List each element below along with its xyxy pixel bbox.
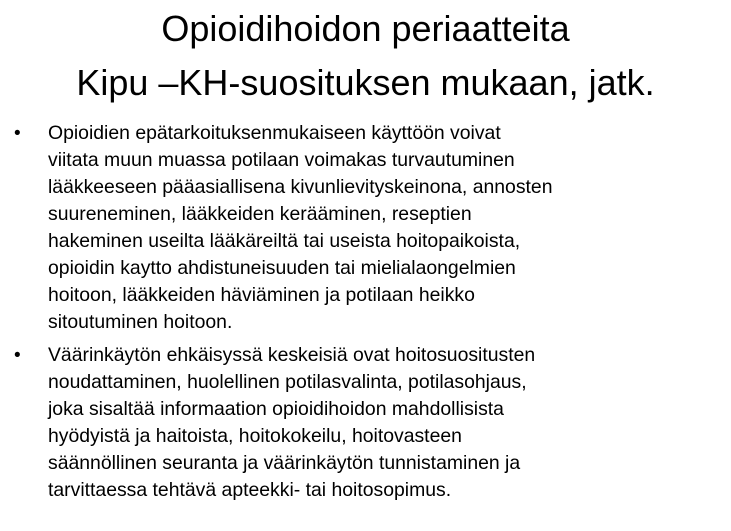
bullet-marker-icon: • xyxy=(14,345,21,366)
bullet-1-line-2: viitata muun muassa potilaan voimakas turvautuminen xyxy=(48,149,515,171)
slide-title xyxy=(0,2,731,110)
bullet-1-line-7: hoitoon, lääkkeiden häviäminen ja potilaan heikko xyxy=(48,284,475,306)
bullet-1-line-3: lääkkeeseen pääasiallisena kivunlievityskeinona, annosten xyxy=(48,176,553,198)
bullet-1-line-5: hakeminen useilta lääkäreiltä tai useista hoitopaikoista, xyxy=(48,230,521,252)
title-line-2: Kipu –KH-suosituksen mukaan, jatk. xyxy=(76,62,655,103)
bullet-list xyxy=(0,120,731,510)
title-line-1: Opioidihoidon periaatteita xyxy=(161,8,570,49)
bullet-1-line-6: opioidin kaytto ahdistuneisuuden tai mielialaongelmien xyxy=(48,257,516,279)
bullet-1-line-4: suureneminen, lääkkeiden kerääminen, reseptien xyxy=(48,203,472,225)
bullet-2-line-1: Väärinkäytön ehkäisyssä keskeisiä ovat hoitosuositusten xyxy=(48,344,536,366)
bullet-2-line-4: hyödyistä ja haitoista, hoitokokeilu, hoitovasteen xyxy=(48,425,462,447)
bullet-2-line-6: tarvittaessa tehtävä apteekki- tai hoitosopimus. xyxy=(48,479,452,501)
bullet-1-line-8: sitoutuminen hoitoon. xyxy=(48,311,233,333)
bullet-marker-icon: • xyxy=(14,123,21,144)
bullet-item-1 xyxy=(0,120,731,336)
bullet-item-2 xyxy=(0,342,731,504)
bullet-2-line-5: säännöllinen seuranta ja väärinkäytön tunnistaminen ja xyxy=(48,452,521,474)
bullet-1-line-1: Opioidien epätarkoituksenmukaiseen käyttöön voivat xyxy=(48,122,501,144)
bullet-2-line-3: joka sisaltää informaation opioidihoidon mahdollisista xyxy=(48,398,504,420)
bullet-2-line-2: noudattaminen, huolellinen potilasvalinta, potilasohjaus, xyxy=(48,371,527,393)
